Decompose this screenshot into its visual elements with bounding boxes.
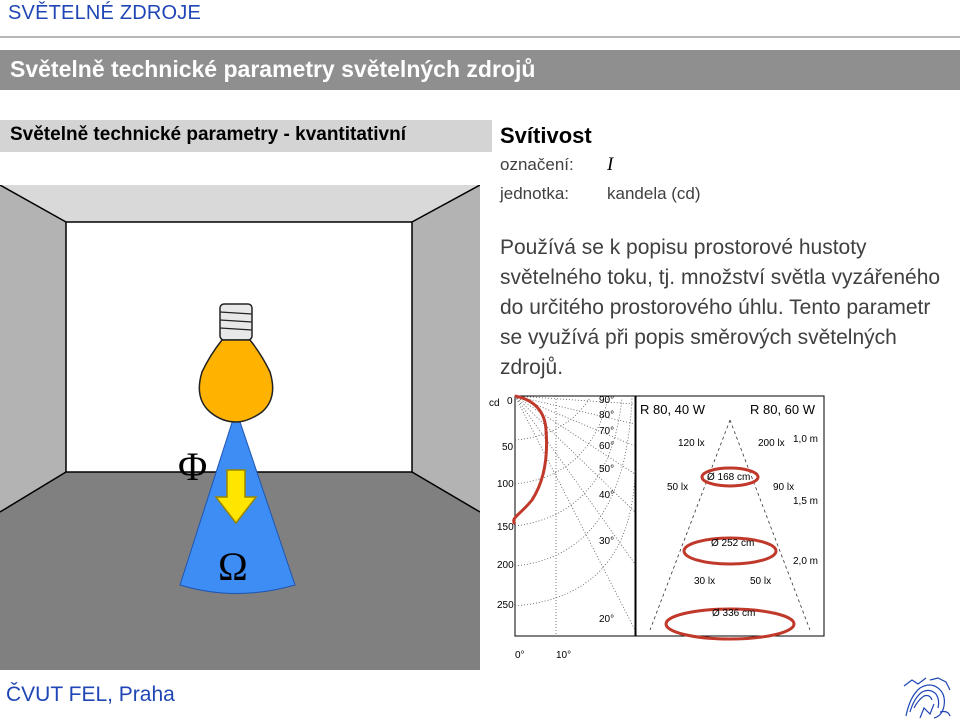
radial-tick: 0 bbox=[507, 396, 513, 407]
footer-text: ČVUT FEL, Praha bbox=[6, 683, 175, 706]
bottom-angle-label: 10° bbox=[556, 650, 572, 661]
radial-tick: 50 bbox=[502, 442, 514, 453]
designation-label: označení: bbox=[500, 155, 574, 174]
lux-label: 200 lx bbox=[758, 438, 785, 449]
lamp-label-1: R 80, 40 W bbox=[640, 402, 706, 417]
lux-label: 30 lx bbox=[694, 576, 716, 587]
angle-label: 30° bbox=[599, 536, 615, 547]
polar-panel bbox=[515, 396, 635, 636]
angle-label: 80° bbox=[599, 410, 615, 421]
description-paragraph: Používá se k popisu prostorové hustoty světelného toku, tj. množství světla vyzářeného do určitého prostorového úhlu. Tento parametr se využívá při popis směrových světelných zdrojů. bbox=[500, 236, 941, 379]
distance-label: 1,5 m bbox=[793, 496, 819, 507]
unit-label: jednotka: bbox=[500, 184, 569, 203]
diameter-label: Ø 336 cm bbox=[712, 608, 756, 619]
room-right-wall bbox=[412, 185, 480, 512]
cvut-logo-icon bbox=[900, 676, 954, 722]
distance-label: 2,0 m bbox=[793, 556, 819, 567]
room-left-wall bbox=[0, 185, 66, 512]
radial-tick: 100 bbox=[497, 479, 514, 490]
angle-label: 60° bbox=[599, 441, 615, 452]
diameter-label: Ø 168 cm bbox=[707, 472, 751, 483]
unit-label-cd: cd bbox=[489, 398, 500, 409]
distance-label: 1,0 m bbox=[793, 434, 819, 445]
angle-label: 70° bbox=[599, 426, 615, 437]
angle-label: 20° bbox=[599, 614, 615, 625]
room-ceiling bbox=[0, 185, 480, 222]
lux-label: 90 lx bbox=[773, 482, 795, 493]
room-illustration bbox=[0, 185, 480, 670]
radial-tick: 150 bbox=[497, 522, 514, 533]
radial-tick: 200 bbox=[497, 560, 514, 571]
lux-label: 50 lx bbox=[667, 482, 689, 493]
lux-label: 120 lx bbox=[678, 438, 705, 449]
header-divider bbox=[0, 36, 960, 38]
section-title: SVĚTELNÉ ZDROJE bbox=[8, 2, 202, 24]
bottom-angle-label: 0° bbox=[515, 650, 525, 661]
intensity-diagram bbox=[476, 385, 960, 675]
angle-label: 50° bbox=[599, 464, 615, 475]
solid-angle-symbol: Ω bbox=[218, 544, 248, 589]
diameter-label: Ø 252 cm bbox=[711, 538, 755, 549]
subtitle-bar bbox=[0, 120, 492, 152]
designation-value: I bbox=[607, 154, 614, 175]
lux-label: 50 lx bbox=[750, 576, 772, 587]
parameter-heading: Svítivost bbox=[500, 123, 592, 148]
radial-tick: 250 bbox=[497, 600, 514, 611]
main-title: Světelně technické parametry světelných zdrojů bbox=[10, 56, 536, 82]
unit-value: kandela (cd) bbox=[607, 184, 701, 203]
angle-label: 90° bbox=[599, 395, 615, 406]
flux-symbol: Φ bbox=[178, 444, 208, 489]
angle-label: 40° bbox=[599, 490, 615, 501]
lamp-label-2: R 80, 60 W bbox=[750, 402, 816, 417]
beam-panel bbox=[636, 396, 824, 636]
subtitle: Světelně technické parametry - kvantitativní bbox=[10, 124, 406, 145]
main-title-bar bbox=[0, 50, 960, 90]
